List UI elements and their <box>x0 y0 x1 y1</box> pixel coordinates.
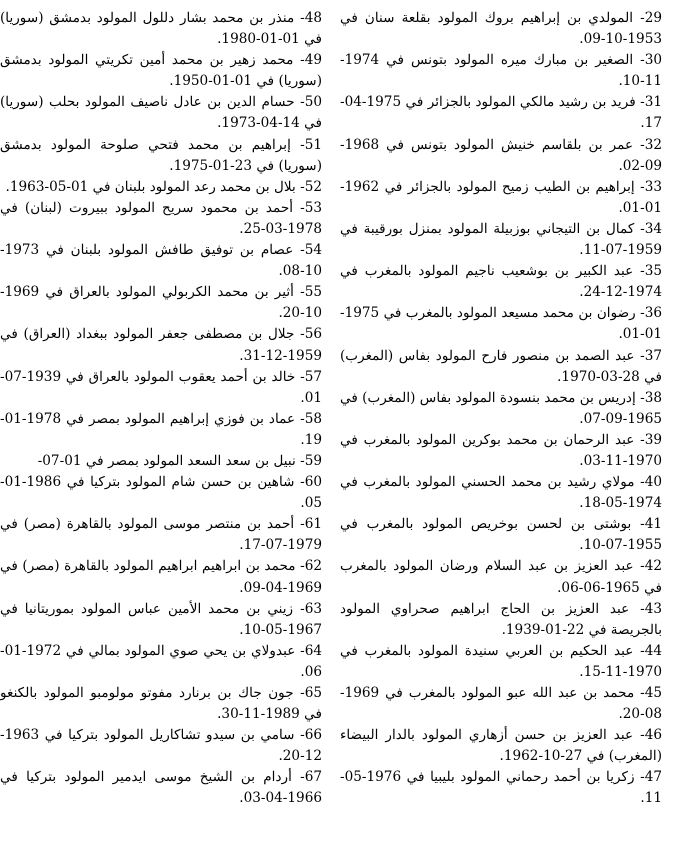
list-entry-60: 60- شاهين بن حسن شام المولود بتركيا في 1986-01-05. <box>0 474 322 512</box>
list-entry-36: 36- رضوان بن محمد مسيعد المولود بالمغرب في 1975-01-01. <box>340 305 662 343</box>
list-entry-32: 32- عمر بن بلقاسم خنيش المولود بتونس في 1968-09-02. <box>340 136 662 174</box>
list-entry-45: 45- محمد بن عبد الله عبو المولود بالمغرب في 1969-08-20. <box>340 685 662 723</box>
left-column <box>0 8 322 810</box>
list-entry-47: 47- زكريا بن أحمد رحماني المولود بليبيا في 1976-05-11. <box>340 769 662 807</box>
list-entry-64: 64- عبدولاي بن يحي صوي المولود بمالي في 1972-01-06. <box>0 642 322 680</box>
list-entry-34: 34- كمال بن التيجاني بوزبيلة المولود بمنزل بورقيبة في 1959-07-11. <box>340 220 662 259</box>
list-entry-39: 39- عبد الرحمان بن محمد بوكرين المولود بالمغرب في 1970-11-03. <box>340 431 662 469</box>
right-column <box>340 8 662 810</box>
list-entry-50: 50- حسام الدين بن عادل ناصيف المولود بحلب (سوريا) في 14-04-1973. <box>0 94 322 132</box>
list-entry-35: 35- عبد الكبير بن بوشعيب ناجيم المولود بالمغرب في 1974-12-24. <box>340 263 662 301</box>
list-entry-46: 46- عبد العزيز بن حسن أزهاري المولود بالدار البيضاء (المغرب) في 27-10-1962. <box>340 727 662 765</box>
list-entry-42: 42- عبد العزيز بن عبد السلام ورضان المولود بالمغرب في 1965-06-06. <box>340 558 662 596</box>
list-entry-48: 48- منذر بن محمد بشار دللول المولود بدمشق (سوريا) في 01-01-1980. <box>0 10 322 48</box>
list-entry-54: 54- عصام بن توفيق طافش المولود بلبنان في 1973-10-08. <box>0 242 322 280</box>
list-entry-55: 55- أثير بن محمد الكربولي المولود بالعراق في 1969-10-20. <box>0 284 322 322</box>
list-entry-59: 59- نبيل بن سعد السعد المولود بمصر في 01-07- <box>37 452 322 469</box>
list-entry-56: 56- جلال بن مصطفى جعفر المولود ببغداد (العراق) في 1959-12-31. <box>0 326 322 364</box>
list-entry-52: 52- بلال بن محمد رعد المولود بلبنان في 01-05-1963. <box>5 178 322 195</box>
list-entry-38: 38- إدريس بن محمد بنسودة المولود بفاس (المغرب) في 1965-09-07. <box>340 389 662 427</box>
list-entry-61: 61- أحمد بن منتصر موسى المولود بالقاهرة (مصر) في 1979-07-17. <box>0 516 322 554</box>
list-entry-49: 49- محمد زهير بن محمد أمين تكريتي المولود بدمشق (سوريا) في 01-01-1950. <box>0 52 322 90</box>
list-entry-67: 67- أردام بن الشيخ موسى ايدمير المولود بتركيا في 1966-04-03. <box>0 769 322 807</box>
list-entry-31: 31- فريد بن رشيد مالكي المولود بالجزائر في 1975-04-17. <box>340 94 662 132</box>
list-entry-33: 33- إبراهيم بن الطيب زميح المولود بالجزائر في 1962-01-01. <box>340 178 662 216</box>
list-entry-63: 63- زيني بن محمد الأمين عباس المولود بموريتانيا في 1967-05-10. <box>0 600 322 638</box>
list-entry-30: 30- الصغير بن مبارك ميره المولود بتونس في 1974-11-10. <box>340 52 662 90</box>
list-entry-51: 51- إبراهيم بن محمد فتحي صلوحة المولود بدمشق (سوريا) في 23-01-1975. <box>0 136 322 174</box>
list-entry-40: 40- مولاي رشيد بن محمد الحسني المولود بالمغرب في 1974-05-18. <box>340 474 662 512</box>
list-entry-41: 41- بوشتى بن لحسن بوخريص المولود بالمغرب في 1955-07-10. <box>340 516 662 554</box>
list-entry-65: 65- جون جاك بن برنارد مفوتو مولومبو المولود بالكنغو في 1989-11-30. <box>0 685 322 723</box>
list-entry-37: 37- عبد الصمد بن منصور فارح المولود بفاس (المغرب) في 28-03-1970. <box>340 347 662 385</box>
list-entry-57: 57- خالد بن أحمد يعقوب المولود بالعراق في 1939-07-01. <box>0 368 322 406</box>
list-entry-44: 44- عبد الحكيم بن العربي سنيدة المولود بالمغرب في 1970-11-15. <box>340 642 662 680</box>
list-entry-66: 66- سامي بن سيدو تشاكاريل المولود بتركيا في 1963-12-20. <box>0 727 322 765</box>
list-entry-29: 29- المولدي بن إبراهيم بروك المولود بقلعة سنان في 1953-10-09. <box>340 10 662 48</box>
list-entry-43: 43- عبد العزيز بن الحاج ابراهيم صحراوي المولود بالجريصة في 22-01-1939. <box>340 600 662 638</box>
list-entry-62: 62- محمد بن ابراهيم ابراهيم المولود بالقاهرة (مصر) في 1969-04-09. <box>0 558 322 596</box>
list-entry-53: 53- أحمد بن محمود سريح المولود ببيروت (لبنان) في 1978-03-25. <box>0 199 322 237</box>
list-entry-58: 58- عماد بن فوزي إبراهيم المولود بمصر في 1978-01-19. <box>0 410 322 448</box>
